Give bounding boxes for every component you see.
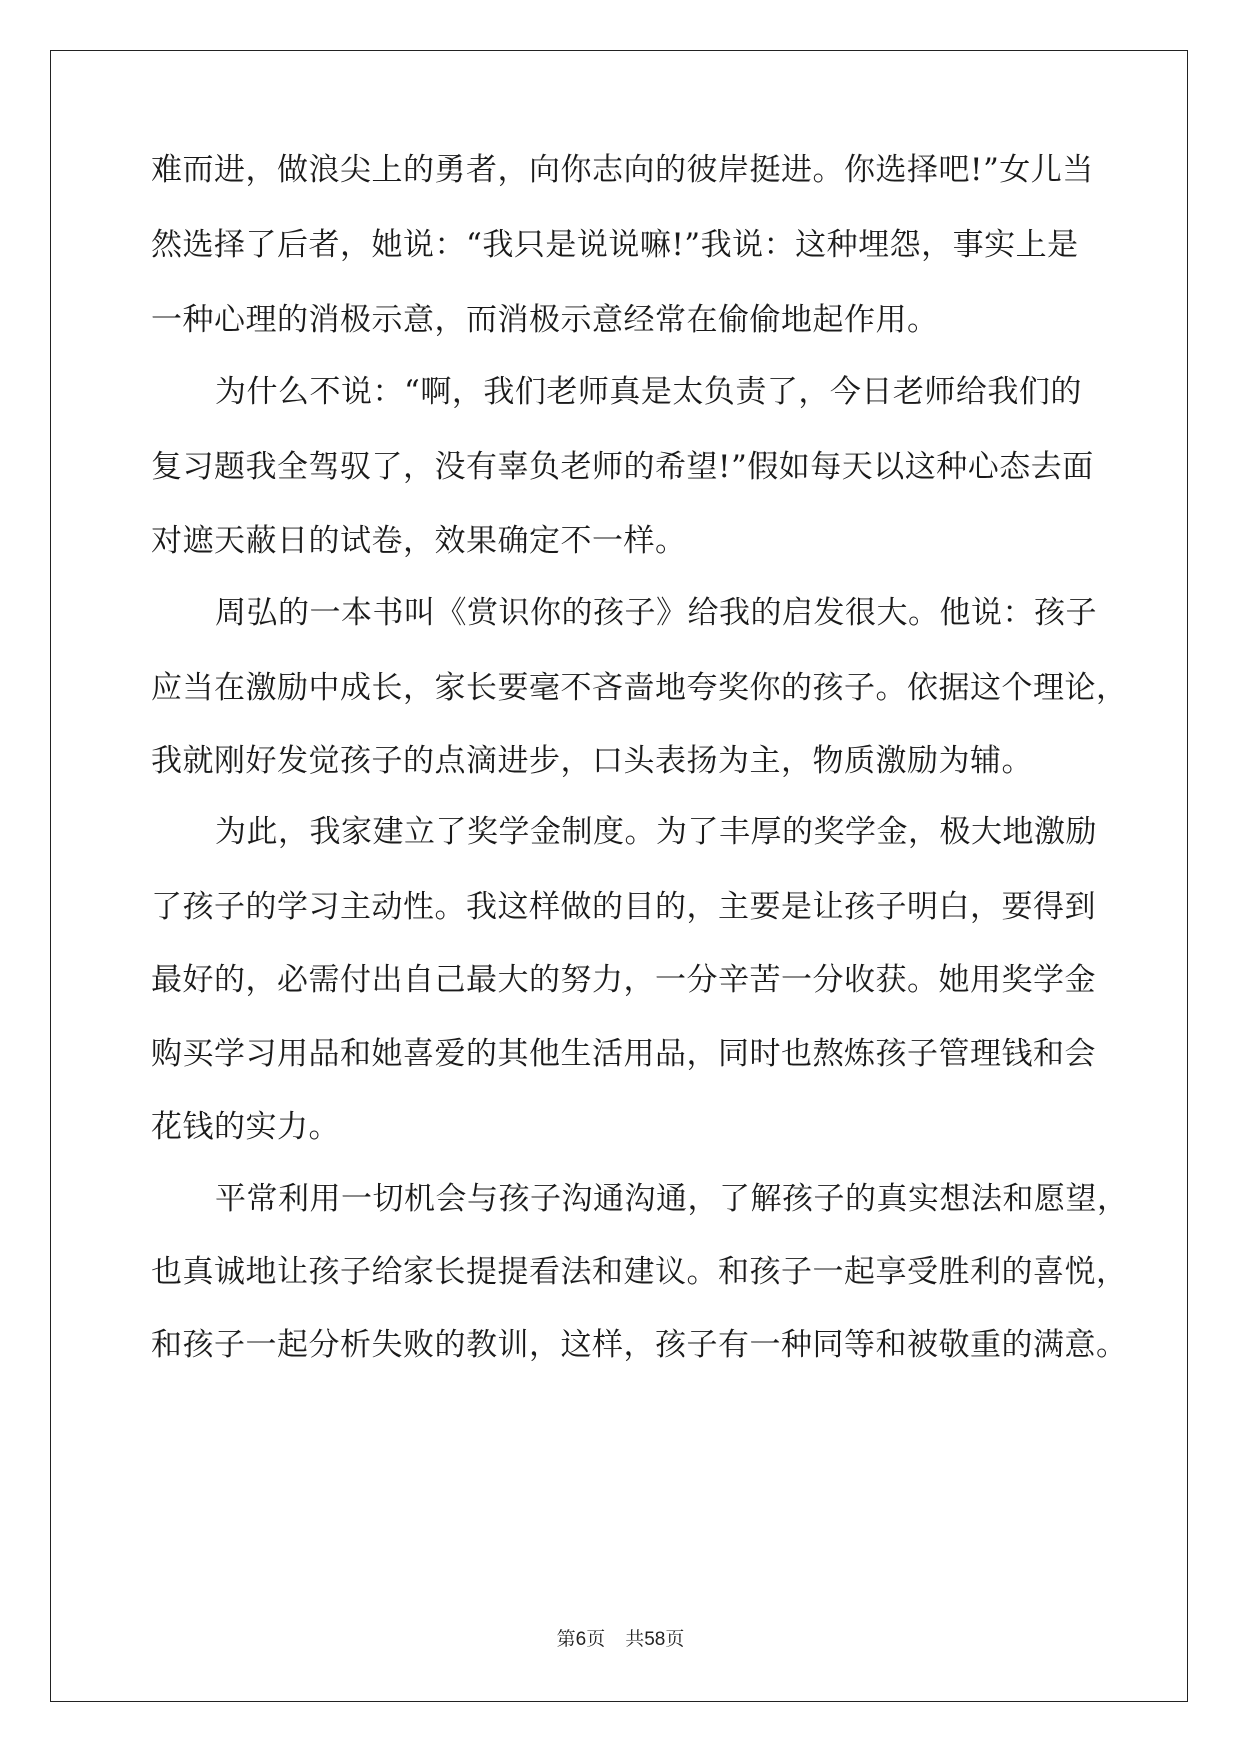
total-suffix: 页: [665, 1628, 685, 1650]
text-line: 花钱的实力。: [151, 1109, 340, 1145]
text-line: 最好的，必需付出自己最大的努力，一分辛苦一分收获。她用奖学金: [151, 962, 1096, 998]
total-pages: 58: [644, 1629, 666, 1650]
text-line: 然选择了后者，她说：“我只是说说嘛!”我说：这种埋怨，事实上是: [151, 227, 1079, 263]
text-line: 了孩子的学习主动性。我这样做的目的，主要是让孩子明白，要得到: [151, 889, 1096, 925]
text-line: 也真诚地让孩子给家长提提看法和建议。和孩子一起享受胜利的喜悦，: [151, 1254, 1128, 1290]
page-number: 6: [575, 1629, 587, 1650]
paragraph-first-line: 为什么不说：“啊，我们老师真是太负责了，今日老师给我们的: [215, 374, 1082, 410]
text-line: 复习题我全驾驭了，没有辜负老师的希望!”假如每天以这种心态去面: [151, 449, 1094, 485]
paragraph-first-line: 周弘的一本书叫《赏识你的孩子》给我的启发很大。他说：孩子: [215, 595, 1097, 631]
total-prefix: 共: [625, 1628, 645, 1650]
text-line: 我就刚好发觉孩子的点滴进步，口头表扬为主，物质激励为辅。: [151, 743, 1033, 779]
paragraph-first-line: 平常利用一切机会与孩子沟通沟通，了解孩子的真实想法和愿望，: [215, 1181, 1129, 1217]
text-line: 应当在激励中成长，家长要毫不吝啬地夸奖你的孩子。依据这个理论，: [151, 670, 1128, 706]
text-line: 难而进，做浪尖上的勇者，向你志向的彼岸挺进。你选择吧!”女儿当: [151, 152, 1094, 188]
page-suffix: 页: [586, 1628, 606, 1650]
text-line: 对遮天蔽日的试卷，效果确定不一样。: [151, 523, 687, 559]
page-prefix: 第: [556, 1628, 576, 1650]
text-line: 购买学习用品和她喜爱的其他生活用品，同时也熬炼孩子管理钱和会: [151, 1036, 1096, 1072]
total-pages-indicator: [625, 1628, 684, 1650]
page-footer: [0, 1628, 1241, 1651]
page-indicator: [557, 1628, 606, 1650]
page-border: [50, 50, 1188, 1702]
text-line: 一种心理的消极示意，而消极示意经常在偷偷地起作用。: [151, 302, 939, 338]
text-line: 和孩子一起分析失败的教训，这样，孩子有一种同等和被敬重的满意。: [151, 1327, 1128, 1363]
paragraph-first-line: 为此，我家建立了奖学金制度。为了丰厚的奖学金，极大地激励: [215, 814, 1097, 850]
